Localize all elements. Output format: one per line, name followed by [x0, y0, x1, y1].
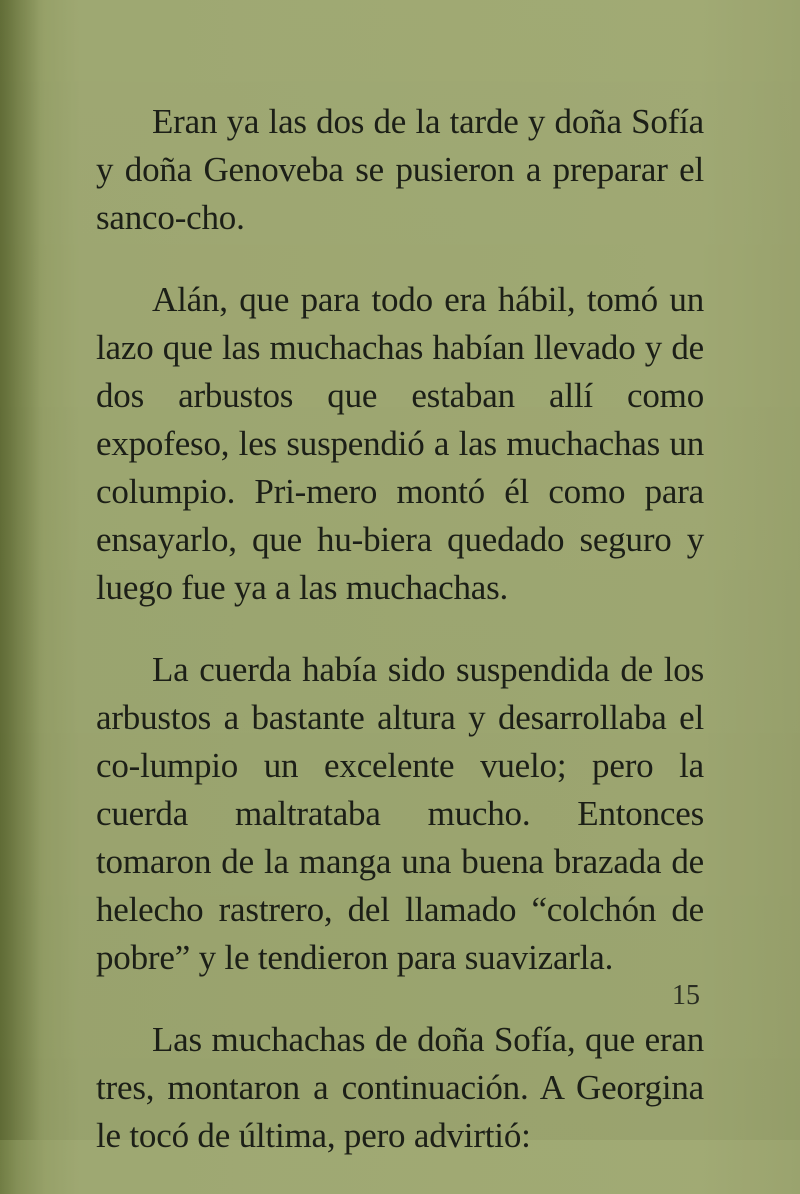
- body-text: [96, 98, 704, 1194]
- spine-shadow: [0, 0, 40, 1140]
- paragraph-2: Alán, que para todo era hábil, tomó un lazo que las muchachas habían llevado y de dos arbustos que estaban allí como expofeso, les suspendió a las muchachas un columpio. Pri-mero montó él como para ensayarlo, que hu-biera quedado seguro y luego fue ya a las muchachas.: [96, 280, 704, 607]
- paragraph-3: La cuerda había sido suspendida de los arbustos a bastante altura y desarrollaba el co-lumpio un excelente vuelo; pero la cuerda maltrataba mucho. Entonces tomaron de la manga una buena brazada de helecho rastrero, del llamado “colchón de pobre” y le tendieron para suavizarla.: [96, 650, 704, 977]
- paragraph-4: Las muchachas de doña Sofía, que eran tres, montaron a continuación. A Georgina le tocó de última, pero advirtió:: [96, 1020, 704, 1155]
- paragraph-1: Eran ya las dos de la tarde y doña Sofía y doña Genoveba se pusieron a preparar el sanco-cho.: [96, 102, 704, 237]
- page-number: 15: [672, 980, 700, 1011]
